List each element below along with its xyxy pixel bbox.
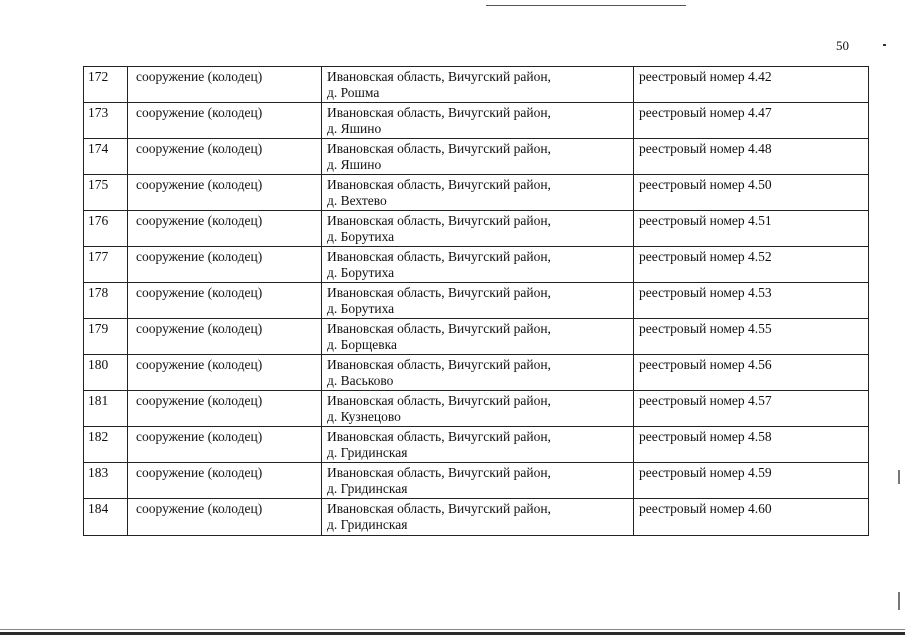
scan-edge-mark bbox=[898, 592, 900, 610]
address-line-2: д. Гридинская bbox=[327, 481, 408, 496]
object-address bbox=[322, 463, 634, 499]
address-line-1: Ивановская область, Вичугский район, bbox=[327, 141, 551, 156]
address-line-1: Ивановская область, Вичугский район, bbox=[327, 213, 551, 228]
object-type: сооружение (колодец) bbox=[128, 391, 322, 427]
object-type: сооружение (колодец) bbox=[128, 463, 322, 499]
address-line-2: д. Гридинская bbox=[327, 517, 408, 532]
address-line-2: д. Рошма bbox=[327, 85, 380, 100]
row-number: 184 bbox=[84, 499, 128, 536]
address-line-2: д. Гридинская bbox=[327, 445, 408, 460]
registry-number: реестровый номер 4.55 bbox=[634, 319, 869, 355]
registry-number: реестровый номер 4.56 bbox=[634, 355, 869, 391]
registry-number: реестровый номер 4.60 bbox=[634, 499, 869, 536]
address-line-1: Ивановская область, Вичугский район, bbox=[327, 249, 551, 264]
object-type: сооружение (колодец) bbox=[128, 175, 322, 211]
registry-number: реестровый номер 4.50 bbox=[634, 175, 869, 211]
row-number: 176 bbox=[84, 211, 128, 247]
registry-number: реестровый номер 4.52 bbox=[634, 247, 869, 283]
object-address bbox=[322, 391, 634, 427]
top-rule bbox=[486, 5, 686, 6]
object-address bbox=[322, 247, 634, 283]
object-address bbox=[322, 175, 634, 211]
table-row bbox=[84, 139, 869, 175]
table-row bbox=[84, 319, 869, 355]
address-line-2: д. Кузнецово bbox=[327, 409, 401, 424]
row-number: 183 bbox=[84, 463, 128, 499]
row-number: 175 bbox=[84, 175, 128, 211]
address-line-1: Ивановская область, Вичугский район, bbox=[327, 177, 551, 192]
address-line-1: Ивановская область, Вичугский район, bbox=[327, 321, 551, 336]
address-line-1: Ивановская область, Вичугский район, bbox=[327, 501, 551, 516]
table-row bbox=[84, 175, 869, 211]
registry-number: реестровый номер 4.59 bbox=[634, 463, 869, 499]
object-type: сооружение (колодец) bbox=[128, 67, 322, 103]
page-number: 50 bbox=[836, 38, 849, 53]
object-address bbox=[322, 355, 634, 391]
table-row bbox=[84, 247, 869, 283]
row-number: 179 bbox=[84, 319, 128, 355]
scan-bottom-edge-faint bbox=[0, 629, 905, 630]
object-type: сооружение (колодец) bbox=[128, 283, 322, 319]
object-address bbox=[322, 319, 634, 355]
object-type: сооружение (колодец) bbox=[128, 103, 322, 139]
row-number: 177 bbox=[84, 247, 128, 283]
registry-number: реестровый номер 4.53 bbox=[634, 283, 869, 319]
object-address bbox=[322, 103, 634, 139]
address-line-1: Ивановская область, Вичугский район, bbox=[327, 285, 551, 300]
registry-table bbox=[83, 66, 869, 536]
table-row bbox=[84, 211, 869, 247]
row-number: 173 bbox=[84, 103, 128, 139]
scan-mark bbox=[883, 44, 886, 46]
address-line-1: Ивановская область, Вичугский район, bbox=[327, 465, 551, 480]
address-line-2: д. Яшино bbox=[327, 121, 382, 136]
address-line-2: д. Борутиха bbox=[327, 265, 395, 280]
scan-edge-mark bbox=[898, 470, 900, 484]
object-address bbox=[322, 67, 634, 103]
object-type: сооружение (колодец) bbox=[128, 427, 322, 463]
table-row bbox=[84, 67, 869, 103]
object-type: сооружение (колодец) bbox=[128, 355, 322, 391]
registry-number: реестровый номер 4.51 bbox=[634, 211, 869, 247]
table-row bbox=[84, 499, 869, 536]
address-line-2: д. Борщевка bbox=[327, 337, 397, 352]
object-address bbox=[322, 499, 634, 536]
address-line-1: Ивановская область, Вичугский район, bbox=[327, 69, 551, 84]
table-row bbox=[84, 103, 869, 139]
registry-number: реестровый номер 4.42 bbox=[634, 67, 869, 103]
table-row bbox=[84, 283, 869, 319]
address-line-2: д. Васьково bbox=[327, 373, 394, 388]
scan-bottom-edge bbox=[0, 632, 905, 635]
object-address bbox=[322, 211, 634, 247]
object-type: сооружение (колодец) bbox=[128, 499, 322, 536]
registry-number: реестровый номер 4.58 bbox=[634, 427, 869, 463]
address-line-1: Ивановская область, Вичугский район, bbox=[327, 429, 551, 444]
registry-number: реестровый номер 4.57 bbox=[634, 391, 869, 427]
address-line-2: д. Вехтево bbox=[327, 193, 387, 208]
object-address bbox=[322, 427, 634, 463]
row-number: 181 bbox=[84, 391, 128, 427]
address-line-2: д. Яшино bbox=[327, 157, 382, 172]
object-type: сооружение (колодец) bbox=[128, 319, 322, 355]
row-number: 180 bbox=[84, 355, 128, 391]
registry-number: реестровый номер 4.47 bbox=[634, 103, 869, 139]
address-line-2: д. Борутиха bbox=[327, 229, 395, 244]
object-type: сооружение (колодец) bbox=[128, 139, 322, 175]
object-address bbox=[322, 283, 634, 319]
registry-number: реестровый номер 4.48 bbox=[634, 139, 869, 175]
object-type: сооружение (колодец) bbox=[128, 211, 322, 247]
object-address bbox=[322, 139, 634, 175]
address-line-2: д. Борутиха bbox=[327, 301, 395, 316]
address-line-1: Ивановская область, Вичугский район, bbox=[327, 105, 551, 120]
object-type: сооружение (колодец) bbox=[128, 247, 322, 283]
table-row bbox=[84, 391, 869, 427]
row-number: 172 bbox=[84, 67, 128, 103]
address-line-1: Ивановская область, Вичугский район, bbox=[327, 357, 551, 372]
table-row bbox=[84, 463, 869, 499]
row-number: 174 bbox=[84, 139, 128, 175]
row-number: 182 bbox=[84, 427, 128, 463]
row-number: 178 bbox=[84, 283, 128, 319]
table-row bbox=[84, 355, 869, 391]
address-line-1: Ивановская область, Вичугский район, bbox=[327, 393, 551, 408]
table-row bbox=[84, 427, 869, 463]
